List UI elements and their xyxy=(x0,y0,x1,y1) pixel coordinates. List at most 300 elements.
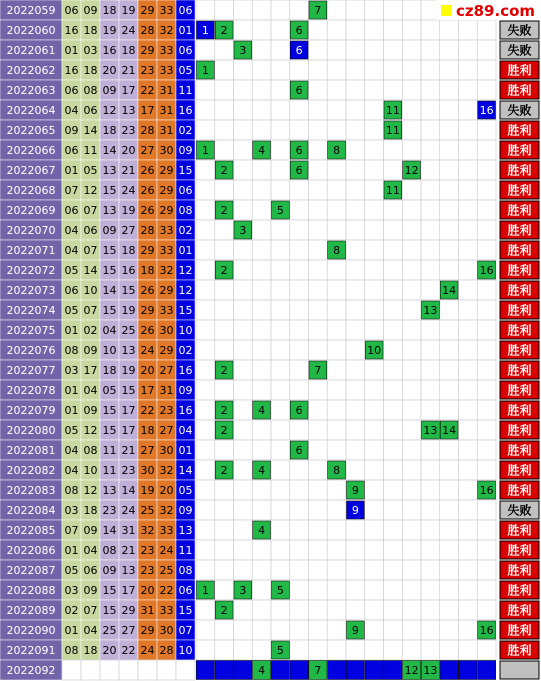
red-ball-label: 23 xyxy=(140,64,155,77)
red-ball-label: 15 xyxy=(121,384,136,397)
grid-cell xyxy=(346,360,365,380)
period-label: 2022069 xyxy=(6,204,56,217)
hit-label: 6 xyxy=(295,84,303,97)
period-label: 2022068 xyxy=(6,184,56,197)
grid-cell xyxy=(346,240,365,260)
grid-cell xyxy=(327,520,346,540)
period-label: 2022092 xyxy=(6,664,56,677)
grid-cell xyxy=(290,0,309,20)
red-ball-label: 19 xyxy=(121,204,136,217)
grid-cell xyxy=(309,120,328,140)
red-ball-label: 08 xyxy=(64,644,79,657)
period-label: 2022071 xyxy=(6,244,56,257)
grid-cell xyxy=(402,460,421,480)
grid-cell xyxy=(384,240,403,260)
red-ball-label: 33 xyxy=(159,64,174,77)
grid-cell xyxy=(477,580,496,600)
result-label: 胜利 xyxy=(507,303,532,318)
grid-cell xyxy=(252,420,271,440)
empty-cell xyxy=(81,660,100,680)
grid-cell xyxy=(215,320,234,340)
grid-cell xyxy=(234,300,253,320)
grid-cell xyxy=(421,460,440,480)
grid-cell xyxy=(309,420,328,440)
grid-cell xyxy=(271,100,290,120)
red-ball-label: 31 xyxy=(159,84,174,97)
red-ball-label: 01 xyxy=(64,164,79,177)
red-ball-label: 26 xyxy=(140,184,155,197)
grid-cell xyxy=(327,300,346,320)
grid-cell xyxy=(215,520,234,540)
predict-blue-cell xyxy=(215,661,233,680)
grid-cell xyxy=(384,640,403,660)
period-label: 2022087 xyxy=(6,564,56,577)
grid-cell xyxy=(290,320,309,340)
result-label: 胜利 xyxy=(507,163,532,178)
red-ball-label: 05 xyxy=(64,424,79,437)
grid-cell xyxy=(384,500,403,520)
grid-cell xyxy=(215,60,234,80)
red-ball-label: 31 xyxy=(159,104,174,117)
result-label: 失败 xyxy=(507,43,532,58)
red-ball-label: 27 xyxy=(140,444,155,457)
grid-cell xyxy=(271,240,290,260)
red-ball-label: 10 xyxy=(83,464,98,477)
grid-cell xyxy=(440,340,459,360)
red-ball-label: 17 xyxy=(121,404,136,417)
red-ball-label: 33 xyxy=(159,604,174,617)
red-ball-label: 01 xyxy=(64,624,79,637)
red-ball-label: 14 xyxy=(102,284,117,297)
red-ball-label: 29 xyxy=(140,4,155,17)
grid-cell xyxy=(327,180,346,200)
grid-cell xyxy=(477,420,496,440)
hit-label: 3 xyxy=(239,224,247,237)
red-ball-label: 31 xyxy=(159,384,174,397)
grid-cell xyxy=(290,200,309,220)
grid-cell xyxy=(196,480,215,500)
grid-cell xyxy=(346,540,365,560)
red-ball-label: 12 xyxy=(102,104,117,117)
grid-cell xyxy=(252,120,271,140)
grid-cell xyxy=(271,360,290,380)
grid-cell xyxy=(440,300,459,320)
red-ball-label: 16 xyxy=(121,264,136,277)
red-ball-label: 11 xyxy=(102,444,117,457)
red-ball-label: 14 xyxy=(121,484,136,497)
hit-label: 8 xyxy=(333,244,341,257)
empty-cell xyxy=(157,660,176,680)
grid-cell xyxy=(271,280,290,300)
red-ball-label: 15 xyxy=(121,284,136,297)
grid-cell xyxy=(215,620,234,640)
grid-cell xyxy=(384,580,403,600)
hit-label: 1 xyxy=(201,64,209,77)
grid-cell xyxy=(327,20,346,40)
grid-cell xyxy=(234,340,253,360)
grid-cell xyxy=(215,220,234,240)
grid-cell xyxy=(290,600,309,620)
result-label: 胜利 xyxy=(507,243,532,258)
hit-label: 11 xyxy=(385,184,400,197)
grid-cell xyxy=(271,320,290,340)
grid-cell xyxy=(402,380,421,400)
red-ball-label: 16 xyxy=(64,24,79,37)
grid-cell xyxy=(421,120,440,140)
grid-cell xyxy=(215,560,234,580)
red-ball-label: 04 xyxy=(83,624,98,637)
grid-cell xyxy=(365,420,384,440)
grid-cell xyxy=(309,500,328,520)
grid-cell xyxy=(440,100,459,120)
grid-cell xyxy=(402,20,421,40)
grid-cell xyxy=(215,540,234,560)
grid-cell xyxy=(196,100,215,120)
grid-cell xyxy=(346,440,365,460)
result-label: 胜利 xyxy=(507,283,532,298)
hit-label: 14 xyxy=(442,424,457,437)
grid-cell xyxy=(477,600,496,620)
result-label: 失败 xyxy=(507,503,532,518)
red-ball-label: 20 xyxy=(102,644,117,657)
red-ball-label: 29 xyxy=(140,304,155,317)
red-ball-label: 13 xyxy=(102,164,117,177)
blue-ball-label: 10 xyxy=(178,644,193,657)
grid-cell xyxy=(234,60,253,80)
grid-cell xyxy=(327,640,346,660)
grid-cell xyxy=(252,40,271,60)
red-ball-label: 33 xyxy=(159,304,174,317)
grid-cell xyxy=(309,600,328,620)
red-ball-label: 06 xyxy=(64,204,79,217)
grid-cell xyxy=(234,80,253,100)
red-ball-label: 24 xyxy=(121,24,136,37)
red-ball-label: 23 xyxy=(102,504,117,517)
grid-cell xyxy=(309,80,328,100)
grid-cell xyxy=(477,160,496,180)
grid-cell xyxy=(459,460,478,480)
red-ball-label: 31 xyxy=(140,604,155,617)
period-label: 2022065 xyxy=(6,124,56,137)
grid-cell xyxy=(252,640,271,660)
grid-cell xyxy=(402,540,421,560)
predict-label: 12 xyxy=(404,664,419,677)
logo-text: cz89.com xyxy=(456,2,536,20)
grid-cell xyxy=(421,480,440,500)
grid-cell xyxy=(271,540,290,560)
grid-cell xyxy=(477,80,496,100)
grid-cell xyxy=(384,220,403,240)
period-label: 2022083 xyxy=(6,484,56,497)
grid-cell xyxy=(402,60,421,80)
grid-cell xyxy=(402,260,421,280)
grid-cell xyxy=(309,340,328,360)
grid-cell xyxy=(477,560,496,580)
grid-cell xyxy=(402,360,421,380)
grid-cell xyxy=(384,0,403,20)
grid-cell xyxy=(365,520,384,540)
grid-cell xyxy=(421,640,440,660)
grid-cell xyxy=(196,340,215,360)
grid-cell xyxy=(440,500,459,520)
blue-ball-label: 15 xyxy=(178,304,193,317)
grid-cell xyxy=(234,360,253,380)
red-ball-label: 13 xyxy=(121,344,136,357)
grid-cell xyxy=(365,160,384,180)
grid-cell xyxy=(365,400,384,420)
red-ball-label: 17 xyxy=(83,364,98,377)
blue-ball-label: 09 xyxy=(178,144,193,157)
grid-cell xyxy=(459,200,478,220)
grid-cell xyxy=(402,200,421,220)
predict-label: 4 xyxy=(258,664,266,677)
grid-cell xyxy=(196,540,215,560)
period-label: 2022082 xyxy=(6,464,56,477)
grid-cell xyxy=(215,580,234,600)
grid-cell xyxy=(459,500,478,520)
blue-ball-label: 02 xyxy=(178,224,193,237)
result-label: 胜利 xyxy=(507,563,532,578)
red-ball-label: 27 xyxy=(159,424,174,437)
period-label: 2022089 xyxy=(6,604,56,617)
red-ball-label: 09 xyxy=(83,4,98,17)
grid-cell xyxy=(234,320,253,340)
blue-ball-label: 15 xyxy=(178,164,193,177)
blue-ball-label: 12 xyxy=(178,264,193,277)
red-ball-label: 18 xyxy=(102,124,117,137)
red-ball-label: 04 xyxy=(83,544,98,557)
result-label: 胜利 xyxy=(507,423,532,438)
red-ball-label: 31 xyxy=(121,524,136,537)
grid-cell xyxy=(477,440,496,460)
hit-label: 6 xyxy=(295,444,303,457)
predict-blue-cell xyxy=(234,661,252,680)
grid-cell xyxy=(309,320,328,340)
grid-cell xyxy=(196,40,215,60)
grid-cell xyxy=(252,240,271,260)
grid-cell xyxy=(346,140,365,160)
red-ball-label: 29 xyxy=(140,624,155,637)
grid-cell xyxy=(459,580,478,600)
grid-cell xyxy=(477,20,496,40)
grid-cell xyxy=(346,340,365,360)
grid-cell xyxy=(196,360,215,380)
grid-cell xyxy=(290,480,309,500)
grid-cell xyxy=(271,480,290,500)
grid-cell xyxy=(477,60,496,80)
hit-label: 5 xyxy=(276,644,284,657)
grid-cell xyxy=(402,240,421,260)
grid-cell xyxy=(290,620,309,640)
grid-cell xyxy=(327,600,346,620)
grid-cell xyxy=(234,20,253,40)
grid-cell xyxy=(271,140,290,160)
grid-cell xyxy=(271,120,290,140)
red-ball-label: 22 xyxy=(121,644,136,657)
red-ball-label: 03 xyxy=(64,584,79,597)
grid-cell xyxy=(327,0,346,20)
grid-cell xyxy=(215,80,234,100)
red-ball-label: 13 xyxy=(102,204,117,217)
result-label: 胜利 xyxy=(507,203,532,218)
grid-cell xyxy=(365,480,384,500)
grid-cell xyxy=(215,100,234,120)
grid-cell xyxy=(384,200,403,220)
grid-cell xyxy=(402,280,421,300)
grid-cell xyxy=(309,440,328,460)
red-ball-label: 03 xyxy=(64,504,79,517)
grid-cell xyxy=(440,380,459,400)
grid-cell xyxy=(215,340,234,360)
grid-cell xyxy=(346,200,365,220)
grid-cell xyxy=(327,260,346,280)
red-ball-label: 04 xyxy=(64,244,79,257)
grid-cell xyxy=(421,20,440,40)
grid-cell xyxy=(346,420,365,440)
red-ball-label: 16 xyxy=(102,44,117,57)
result-label: 失败 xyxy=(507,103,532,118)
result-label: 胜利 xyxy=(507,543,532,558)
grid-cell xyxy=(365,580,384,600)
grid-cell xyxy=(402,80,421,100)
red-ball-label: 05 xyxy=(64,264,79,277)
grid-cell xyxy=(290,560,309,580)
grid-cell xyxy=(252,260,271,280)
grid-cell xyxy=(252,360,271,380)
grid-cell xyxy=(459,520,478,540)
grid-cell xyxy=(440,440,459,460)
grid-cell xyxy=(309,180,328,200)
period-label: 2022062 xyxy=(6,64,56,77)
grid-cell xyxy=(365,120,384,140)
grid-cell xyxy=(365,180,384,200)
red-ball-label: 13 xyxy=(121,104,136,117)
hit-label: 6 xyxy=(295,164,303,177)
grid-cell xyxy=(309,200,328,220)
grid-cell xyxy=(271,420,290,440)
period-label: 2022061 xyxy=(6,44,56,57)
grid-cell xyxy=(421,160,440,180)
red-ball-label: 18 xyxy=(102,364,117,377)
hit-label: 6 xyxy=(295,144,303,157)
grid-cell xyxy=(421,220,440,240)
grid-cell xyxy=(215,480,234,500)
grid-cell xyxy=(196,600,215,620)
grid-cell xyxy=(459,160,478,180)
red-ball-label: 07 xyxy=(83,304,98,317)
grid-cell xyxy=(365,380,384,400)
empty-cell xyxy=(138,660,157,680)
grid-cell xyxy=(290,280,309,300)
result-label: 失败 xyxy=(507,23,532,38)
red-ball-label: 24 xyxy=(140,644,155,657)
red-ball-label: 09 xyxy=(83,584,98,597)
period-label: 2022084 xyxy=(6,504,56,517)
period-label: 2022072 xyxy=(6,264,56,277)
grid-cell xyxy=(234,160,253,180)
grid-cell xyxy=(421,620,440,640)
grid-cell xyxy=(384,380,403,400)
hit-label: 16 xyxy=(479,264,494,277)
blue-ball-label: 14 xyxy=(178,464,193,477)
grid-cell xyxy=(234,120,253,140)
grid-cell xyxy=(421,400,440,420)
grid-cell xyxy=(402,40,421,60)
blue-ball-label: 08 xyxy=(178,204,193,217)
red-ball-label: 01 xyxy=(64,384,79,397)
grid-cell xyxy=(327,340,346,360)
red-ball-label: 27 xyxy=(121,624,136,637)
red-ball-label: 04 xyxy=(83,384,98,397)
grid-cell xyxy=(196,220,215,240)
grid-cell xyxy=(421,540,440,560)
grid-cell xyxy=(271,80,290,100)
grid-cell xyxy=(327,280,346,300)
grid-cell xyxy=(365,440,384,460)
hit-label: 2 xyxy=(220,424,228,437)
red-ball-label: 01 xyxy=(64,324,79,337)
grid-cell xyxy=(252,80,271,100)
red-ball-label: 21 xyxy=(121,164,136,177)
grid-cell xyxy=(384,140,403,160)
grid-cell xyxy=(402,620,421,640)
red-ball-label: 25 xyxy=(102,624,117,637)
grid-cell xyxy=(271,180,290,200)
grid-cell xyxy=(346,260,365,280)
hit-label: 4 xyxy=(258,464,266,477)
red-ball-label: 30 xyxy=(159,444,174,457)
grid-cell xyxy=(290,220,309,240)
grid-cell xyxy=(402,520,421,540)
red-ball-label: 05 xyxy=(64,304,79,317)
red-ball-label: 32 xyxy=(159,24,174,37)
hit-label: 5 xyxy=(276,584,284,597)
hit-label: 16 xyxy=(479,484,494,497)
grid-cell xyxy=(196,560,215,580)
predict-label: 7 xyxy=(314,664,322,677)
grid-cell xyxy=(346,280,365,300)
grid-cell xyxy=(402,220,421,240)
grid-cell xyxy=(196,280,215,300)
grid-cell xyxy=(365,60,384,80)
grid-cell xyxy=(271,60,290,80)
grid-cell xyxy=(252,100,271,120)
red-ball-label: 17 xyxy=(140,384,155,397)
grid-cell xyxy=(290,520,309,540)
grid-cell xyxy=(327,620,346,640)
blue-ball-label: 06 xyxy=(178,584,193,597)
grid-cell xyxy=(327,540,346,560)
grid-cell xyxy=(271,340,290,360)
red-ball-label: 29 xyxy=(159,164,174,177)
grid-cell xyxy=(365,500,384,520)
red-ball-label: 05 xyxy=(64,564,79,577)
blue-ball-label: 08 xyxy=(178,564,193,577)
grid-cell xyxy=(402,500,421,520)
red-ball-label: 32 xyxy=(159,264,174,277)
red-ball-label: 08 xyxy=(83,84,98,97)
grid-cell xyxy=(384,280,403,300)
grid-cell xyxy=(327,480,346,500)
grid-cell xyxy=(440,560,459,580)
grid-cell xyxy=(365,100,384,120)
red-ball-label: 14 xyxy=(102,144,117,157)
grid-cell xyxy=(234,0,253,20)
grid-cell xyxy=(440,40,459,60)
blue-ball-label: 01 xyxy=(178,244,193,257)
red-ball-label: 06 xyxy=(83,564,98,577)
red-ball-label: 33 xyxy=(159,244,174,257)
